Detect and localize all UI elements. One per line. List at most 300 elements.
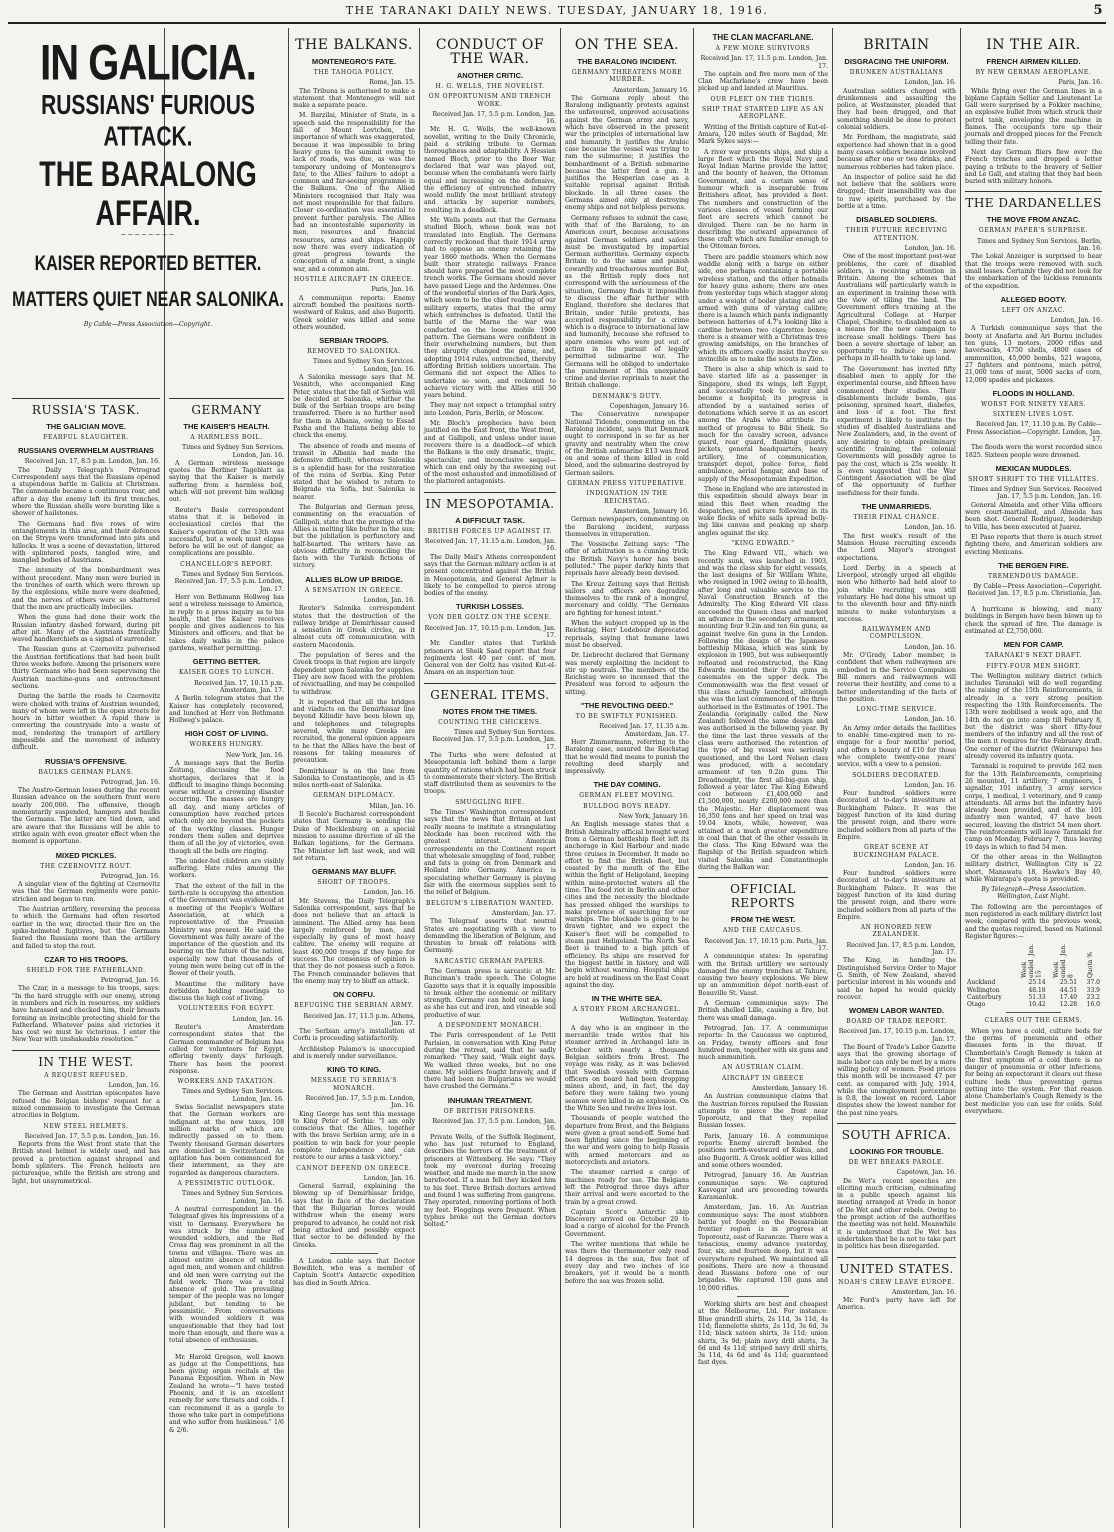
masthead-title: THE TARANAKI DAILY NEWS. TUESDAY, JANUARY 18, 1916. <box>345 4 769 17</box>
article-paragraph: Captain Scott's Antarctic ship Discovery arrived on October 20 to load a cargo of alcohol for the French Government. <box>565 1208 689 1238</box>
article-paragraph: The King, in handing the Distinguished Service Order to Major G. Smith, of New Zealand, shaved particular interest in his wounds and said he hoped he would quickly recover. <box>837 957 956 1001</box>
article-paragraph: Archbishop Palamo's is unoccupied and is merely under surveillance. <box>293 1045 415 1061</box>
caption: GERMAN FLEET MOVING. <box>579 792 675 800</box>
section-title: UNITED STATES. <box>837 1257 956 1276</box>
dateline: Times and Sydney Sun Services. Received Jan. 17, 5.5 p.m. London, Jan. 16. <box>969 486 1102 501</box>
dateline: London, Jan. 16. <box>904 861 956 869</box>
dateline: Wellington, Yesterday. <box>619 1016 689 1024</box>
article-paragraph: A communique states: In operating with the British artillery we seriously damaged the enemy trenches at Tahure, causing two heavy explosions. We blew up an ammunition depot north-east of Beauville St. Vaast. <box>698 953 828 997</box>
caption: SOLDIERS DECORATED. <box>852 771 941 779</box>
caption: THEIR FINAL CHANCE. <box>853 514 940 522</box>
dateline: Times and Sydney Sun Services. London, Jan. 16. <box>182 1088 284 1103</box>
article-paragraph: The Vossische Zeitung says: "The offer of arbitration is a cunning trick; the British Navy's honor has been polluted." The paper darkly hints that reprisals have already been devised. <box>565 541 689 578</box>
dateline: Paris, Jan. 16. <box>371 286 415 294</box>
article-paragraph: El Paso reports that there is much street fighting there, and American soldiers are evicting Mexicans. <box>965 533 1102 556</box>
caption: SIXTEEN LIVES LOST. <box>992 411 1075 419</box>
headline-salonika: MATTERS QUIET NEAR SALONIKA. <box>12 289 284 312</box>
dateline: Received Jan. 17, 5.5 p.m. London, Jan. 16. <box>24 1132 160 1140</box>
article-paragraph: Four hundred soldiers were decorated at to-day's investiture at Buckingham Palace. It was the biggest function of its kind during the present reign, and there were included soldiers from all parts of the Empire. <box>837 870 956 921</box>
caption: WORST FOR NINETY YEARS. <box>980 400 1087 408</box>
section-title: CONDUCT OF THE WAR. <box>435 37 545 67</box>
dateline: Times and Sydney Sun Services. Received Jan. 17, 5.5 p.m. London, Jan. 17. <box>174 571 284 593</box>
dateline: London, Jan. 16. <box>1050 317 1102 325</box>
caption: THE TAHOGA POLICY. <box>313 69 395 76</box>
section-title: GENERAL ITEMS. <box>424 683 556 702</box>
table-cell: 37.0 <box>1086 979 1100 987</box>
article-paragraph: The Lokal Anzeiger is surprised to hear that the troops were removed with such small losses. Certainly they did not look for the embarkation of the luckless remnants of the expedition. <box>965 253 1102 290</box>
dateline: London, Jan. 16. <box>363 597 415 604</box>
caption: AIRCRAFT IN GREECE <box>721 1074 805 1082</box>
section-title: SOUTH AFRICA. <box>837 1123 956 1142</box>
caption: "KING EDWARD." <box>731 540 795 547</box>
dateline: Times and Sydney Sun Services. London, Jan. 16. <box>182 1190 284 1205</box>
article-paragraph: The Serbian army's installation at Corfu is proceeding satisfactorily. <box>293 1028 415 1043</box>
article-paragraph: An Austrian communique claims that the Austrian forces repulsed the Russian attempts to pierce the front near Toporoutz, and that they repelled Russian losses. <box>698 1093 828 1130</box>
article-paragraph: The Russian guns at Czernovitz pulverised the Austrian fortifications that had been built three weeks before. Among the prisoners were thirty Germans who had been supervising the Austrian machine-guns and entrenchment sections. <box>12 646 160 690</box>
caption: A REQUEST REFUSED. <box>44 1071 128 1079</box>
article-paragraph: The population of Seres and the Greek troops in that region are largely dependent upon Salonika for supplies. They are now faced with the problem of revictualling, and may be compelled to withdraw. <box>293 652 415 696</box>
caption: AN HONORED NEW ZEALANDER. <box>860 924 933 939</box>
dateline: London, Jan. 16. <box>904 643 956 651</box>
table-cell: Auckland <box>967 979 996 987</box>
dateline: Received Jan. 17, 11.5 p.m. Athens, Jan. 17. <box>303 1012 415 1027</box>
section-title: RUSSIA'S TASK. <box>12 398 160 417</box>
subhead: MIXED PICKLES. <box>55 850 117 860</box>
dateline: Received Jan. 17, 11.15 a.m. London, Jan. 16. <box>424 538 556 553</box>
table-cell: 25.14 <box>1028 979 1046 987</box>
divider <box>737 1296 789 1297</box>
dateline: Received Jan. 17, 5.5 p.m. London, Jan. 16. <box>432 110 556 126</box>
caption: OF BRITISH PRISONERS. <box>443 1107 537 1115</box>
article-paragraph: A London cable says that Doctor Bowditch, who was a member of Captain Scott's Antarctic expedition has died in South Africa. <box>293 1257 415 1287</box>
subhead: MONTENEGRO'S FATE. <box>311 57 397 66</box>
dateline: Rome, Jan. 15. <box>369 79 415 87</box>
caption: NEW STEEL HELMETS. <box>43 1122 129 1130</box>
caption: BY NEW GERMAN AEROPLANE. <box>975 69 1092 76</box>
article-paragraph: A Turkish communique says that the booty at Anafarta and Ari Burnu includes ten guns, 13 motors, 2000 rifles and haversacks, 4750 shells, 4800 cases of ammunition, 45,000 bombs, 521 wagons, 27 fighters and pontoons, much petrol, 21,000 tons of meat, 5000 sacks of corn, 12,000 spades and pickaxes. <box>965 325 1102 384</box>
article-paragraph: A singular view of the fighting at Czernovitz was that the German regiments were panic-stricken and began to run. <box>12 881 160 903</box>
caption: OUR FLEET ON THE TIGRIS. <box>710 95 816 103</box>
dateline: Milan, Jan. 16. <box>369 802 415 810</box>
article-paragraph: The Paris correspondent of Le Petit Parisien, in conversation with King Peter during the retreat, said that he sadly remarked: "They said, 'Walk eight days. We walked three weeks, but no one came. My soldiers fought bravely, and if there had been no Bulgarians we would have crushed the Germans.'" <box>424 1032 556 1091</box>
article-paragraph: When the subject cropped up in the Reichstag, Herr Ledebour deprecated reprisals, saying that humane laws must be observed. <box>565 620 689 649</box>
article-paragraph: Germany refuses to submit the case, with that of the Baralong, to an American court, because accusations against German soldiers and sailors must be investigated by impartial German authorities. Germany expects Britain to do the same and punish cowardly and treacherous murder. But, as the British reply does not correspond with the seriousness of the situation, Germany finds it impossible to discuss the affair further with England, therefore she declares that Britain, under futile pretexts, has accepted responsibility for a crime which is a disgrace to international law and humanity, because she refused to spare enemies who were put out of action in the pursuit of legally permitted submarine war. The Germans will be obliged to undertake the punishment of this unexpiated crime and devise reprisals to meet the British challenge. <box>565 214 689 390</box>
column-3 <box>289 28 419 1528</box>
dateline: Amsterdam, Jan. 16. <box>892 1288 956 1296</box>
article-paragraph: The steamer carried a cargo of machines ready for use. The Belgians left the Petrograd three days after their arrival and were escorted to the train by a great crowd. <box>565 1169 689 1206</box>
caption: KAISER GOES TO LUNCH. <box>178 669 275 677</box>
article-paragraph: Of the other areas in the Wellington military district, Wellington City is 22 short, Manawatu 18, Hawke's Bay 40, while Wairarapa's quota is provided. <box>965 853 1102 883</box>
table-cell: 33.9 <box>1086 986 1100 994</box>
article-paragraph: Reuter's Salonika correspondent states that the destruction of the railway bridge at Demirhissar caused a sensation in Greek circles, as it almost cuts off communication with eastern Macedonia. <box>293 605 415 649</box>
dateline: Received Jan. 17, 10.15 p.m. Amsterdam, Jan. 17. <box>194 679 284 694</box>
table-header-cell: Week ended Jan. 15 <box>1020 944 1043 979</box>
dateline: Received Jan. 17, 5.5 p.m. London, Jan. 16. <box>432 1118 556 1133</box>
dateline: Times and Sydney Sun Services. London, Jan. 16. <box>313 358 415 373</box>
masthead <box>8 4 1106 24</box>
headline-russians-attack: RUSSIANS' FURIOUS ATTACK. <box>41 90 255 152</box>
article-paragraph: The floods were the worst recorded since 1825. Sixteen people were drowned. <box>965 444 1102 459</box>
subhead: A DIFFICULT TASK. <box>455 515 525 525</box>
article-paragraph: The Bulgarian and German press, commenting on the evacuation of Gallipoli, state that the prestige of the Allies is melting like butter in the sun; but the jubilation is perfunctory and half-hearted. The writers have an obvious difficulty in reconciling the facts with the Turkish fictions of victory. <box>293 504 415 570</box>
article-paragraph: Herr Zimmermann, referring to the Baralong case, assured the Reichstag that he would find means to punish the revolting deed sharply and impressively. <box>565 738 689 776</box>
caption: REFUGING THE SERBIAN ARMY. <box>294 1002 414 1010</box>
article-paragraph: An inspector of police said he did not believe that the soldiers were drugged; their insensibility was due to raw spirits, purchased by the bottle at a time. <box>837 173 956 211</box>
article-paragraph: Mr. Fordham, the magistrate, said experience had shown that in a good many cases soldiers became involved because after one or two drinks, and numerous robberies had taken place. <box>837 134 956 171</box>
subhead: ON CORFU. <box>332 990 376 1000</box>
caption: INDIGNATION IN THE REICHSTAG. <box>586 490 668 505</box>
subhead: MEXICAN MUDDLES. <box>995 463 1072 473</box>
article-paragraph: The Government has invited fifty disabled men to apply for the experimental course, and fifteen have commenced their studies. Their disablements include bombs, gas poisoning, sprained heart, diabetes, and loss of a foot. The first experiment is likely to institute the studies of disabled Australians and New Zealanders, and, in the event of any desiring to obtain preliminary scientific training, the colonial Governments will possibly agree to pay the cost, which is 25s weekly. It is even suggested that the War Contingent Association will be glad of the opportunity of further usefulness for their funds. <box>837 365 956 497</box>
subhead: MEN FOR CAMP. <box>1003 640 1064 650</box>
article-paragraph: When the guns had done their work the Russian infantry dashed forward, during pit after pit. Many of the Austrians frantically waved handkerchiefs as a signal of surrender. <box>12 614 160 644</box>
dateline: London, Jan. 16. <box>108 1082 160 1090</box>
column-1 <box>8 392 164 1528</box>
caption: SARCASTIC GERMAN PAPERS. <box>434 957 546 965</box>
article-paragraph: M. Barzilai, Minister of State, in a speech said the responsibility for the fall of Mount Lovtchen, the importance of which was exaggerated, because it was impossible to bring heavy guns to the summit owing to lack of roads, was due, as was the temporary undoing of Montenegro's fate, to the Allies' failure to adopt a common and far-seeing programme in the Balkans. One of the Allied Ministers recognised that Italy was not most responsible for that failure. Closer co-ordination was essential to prevent further paralysis. The Allies had an incontestable superiority in men, resources and financial resources, arms and ships. Happily now there was every indication of great progress towards the conception of a single front, a single war, and a common aim. <box>293 112 415 273</box>
advertisement: Working shirts are best and cheapest at the Melbourne, Ltd. For instance: Blue grandrill shirts, 2s 11d, 3s 11d, 4s 11d; flannelette shirts, 2s 11d, 3s 6d, 3s 11d; black sateen shirts, 3s 11d; union shirts, 3s 9d; plain navy drill shirts, 3s 6d and 4s 11d; striped navy drill shirts, 3s 11d, 4s 6d and 4s 11d; guaranteed fast dyes. <box>698 1301 828 1367</box>
article-paragraph: The German and Austrian episcopates have refused the Belgian bishops' request for a mixed commission to investigate the German atrocities in Belgium. <box>12 1090 160 1120</box>
advertisement: When you have a cold, culture beds for the germs of pneumonia and other diseases form in the throat. If Chamberlain's Cough Remedy is taken at the first symptom of a cold there is no danger of pneumonia or other infections, for being an expectorant it clears out these culture beds thus preventing germs getting into the system. For that reason alone Chamberlain's Cough Remedy is the best medicine you can use for colds. Sold everywhere. <box>965 1027 1102 1115</box>
caption: DRUNKEN AUSTRALIANS <box>849 69 944 76</box>
caption: THE CZERNOVITZ ROUT. <box>40 862 132 870</box>
caption: COUNTING THE CHICKENS. <box>438 718 542 726</box>
divider <box>204 1349 250 1350</box>
subhead: DISABLED SOLDIERS. <box>856 215 937 225</box>
section-title: IN THE AIR. <box>986 37 1081 53</box>
caption: NOAH'S CREW LEAVE EUROPE. <box>838 1278 955 1286</box>
caption: BRITISH FORCES UP AGAINST IT. <box>427 527 553 535</box>
article-paragraph: That the extent of the fall in the birth-rate is occupying the attention of the Government was evidenced at a meeting of the People's Welfare Association, at which a representative of the Prussian Ministry was present. He said the Government was fully aware of the importance of the question and its bearing on the future of the nation, especially now that thousands of young men were being cut off in the flower of their youth. <box>169 882 284 978</box>
article-paragraph: Mr. Ford's party have left for America. <box>837 1297 956 1312</box>
caption: THEIR FUTURE RECEIVING ATTENTION. <box>845 227 948 242</box>
dateline: Received Jan. 17, 11.10 p.m. By Cable—Press Association—Copyright. London, Jan. 17. <box>966 421 1102 443</box>
table-cell: 10.42 <box>1028 1001 1046 1009</box>
dateline: London, Jan. 16. <box>904 716 956 724</box>
lead-headline-block <box>8 28 288 332</box>
byline: By Cable—Press Association—Copyright. <box>83 321 213 329</box>
article-paragraph: The intensity of the bombardment was without precedent. Many men were buried in the trenches of earth which were thrown up by the explosions, while more were deafened, and the nerves of others were so shattered that the men are practically imbeciles. <box>12 567 160 611</box>
article-paragraph: Next day German fliers flew over the French trenches and dropped a letter paying a tribute to the bravery of Sellier and Le Gall, and stating that they had been buried with military honors. <box>965 148 1102 186</box>
caption: GERMAN PAPER'S SURPRISE. <box>978 227 1089 235</box>
article-paragraph: Reuter's Amsterdam correspondent states that the German commander of Belgium has called for volunteers for Egypt, offering twenty days' furlough. There has been the poorest response. <box>169 1024 284 1075</box>
section-title: IN MESOPOTAMIA. <box>424 492 556 511</box>
caption: AND THE CAUCASUS. <box>723 927 803 935</box>
caption: RAILWAYMEN AND COMPULSION. <box>861 626 932 641</box>
subhead: INHUMAN TREATMENT. <box>447 1095 533 1105</box>
dateline: New York, January 16. <box>618 813 689 821</box>
section-title: GERMANY <box>169 398 284 417</box>
caption: DENMARK'S DUTY. <box>592 392 662 400</box>
caption: SHORT OF TROOPS. <box>317 879 391 887</box>
table-row <box>965 994 1102 1001</box>
dateline: Received Jan. 17, 11.5 p.m. London, Jan. 17. <box>700 55 828 70</box>
subhead: TURKISH LOSSES. <box>456 602 524 612</box>
article-paragraph: General Almeida and other Villa officers were court-martialled, and Almeida has been shot. General Rodriguez, leadership to Villa, has been executed at Juarez. <box>965 501 1102 531</box>
subhead: THE DAY COMING. <box>593 780 661 790</box>
article-paragraph: There is also a ship which is said to have started life as a passenger in Singapore, shed its wings, left Egypt, and successfully took to water and became a hospital; its progress is attended by a sustained series of detonations which serve it as an escort among the Arabs who attribute its method of progress to Bibi Sheik. So much for the cavalry screen, advance guard, rear guard, flanking guards, pickets, general headquarters, heavy artillery, line of communication, transport depot, police force, field ambulance, aerial hangar, and base of supply of the Mesopotamian Expedition. <box>698 366 828 483</box>
caption: SHIP THAT STARTED LIFE AS AN AEROPLANE. <box>702 106 824 121</box>
caption: TO BE SWIFTLY PUNISHED. <box>575 713 679 721</box>
subhead: CZAR TO HIS TROOPS. <box>44 954 128 964</box>
section-title: ON THE SEA. <box>574 37 680 53</box>
article-paragraph: The King Edward VII., which we recently sunk, was launched in 1903, and was the class ship for eight vessels, the last designs of Sir William White, who resigned in 1902 owing to ill-health, after long and valuable service to the Naval Construction Branch of the Admiralty. The King Edward VII class succeeded the Queen class and marked an advance in the secondary armament, mounting four 9.2in and ten 6in guns, as against twelve 6in guns in the London. Following the design of the Japanese battleship Mikasa, which was sunk by explosion in 1905, but was subsequently refloated and reconstructed, the King Edwards mounted their 9.2in guns in casemates on the upper deck. The Commonwealth was the first vessel of this class actually launched, although she was the last commenced of the three authorised in the Estimates of 1901. The Zealandia (originally called the New Zealand) followed the same design and was authorised in the following year. By the time the last three vessels of the class were authorised the retention of the type of big vessel was seriously questioned, and the Lord Nelson class was produced, with a secondary armament of ten 9.2in guns. The Dreadnought, the first all-big-gun ship, followed a year later. The King Edward cost between £1,400,000 and £1,500,000, nearly £200,000 more than the Majestic. Her displacement was 16,350 tons and her speed on trial was 19.04 knots, while, however, was attained at a much greater expenditure in coal than that of the other vessels in the class. The King Edward was the flagship of the British squadron which visited Salonika and Constantinople during the Balkan war. <box>698 550 828 872</box>
article-paragraph: While flying over the German lines in a biplane Captain Sellier and Lieutenant Le Gall were surprised by a Fokker machine, an explosive bullet from which struck their petrol tank, enveloping the machine in flames. The occupants tore up their journals and dropped pieces for the French telling their fate. <box>965 87 1102 146</box>
dateline: Received Jan. 17, 10.15 p.m. Paris, Jan. 17. <box>704 937 828 952</box>
section-title: THE DARDANELLES <box>965 191 1102 210</box>
article-paragraph: Mr. O'Grady, Labor member, is confident that when railwaymen are embodied in the Service Compulsion Bill miners and railwaymen will reverse their hostility, and come to a better understanding of the facts of the position. <box>837 652 956 703</box>
article-paragraph: One of the most important post-war problems, the care of disabled soldiers, is receiving attention in Britain. Among the schemes that Australians will particularly watch is an experiment in training those with the view of tilling the land. The Government offers training at the Agricultural College at Harper Chapel, Cheshire, to disabled men as a means for the new campaign to increase small holdings. There has been a severe shortage of labor, an opportunity to induce men now perhaps in ill-health to take up land. <box>837 253 956 363</box>
headline-baralong: THE BARALONG AFFAIR. <box>39 155 257 233</box>
article-paragraph: Paris, January 16. A communique reports: Enemy aircraft bombed the positions north-westward of Kukus, and also Bugoriti. A Greek soldier was killed and some others wounded. <box>698 1132 828 1169</box>
caption: FEARFUL SLAUGHTER. <box>43 434 129 441</box>
column-6 <box>694 28 832 1528</box>
article-paragraph: Mr. H. G. Wells, the well-known novelist, writing to the Daily Chronicle, paid a striking tribute to German thoroughness and adaptability. A Hessian named Bloch, prior to the Boer War, declared that war was played out, because when the combatants were fairly equal and increasing on the defensive, the efficiency of entrenched infantry would nullify the most brilliant strategy and attacks by superior numbers, resulting in a deadlock. <box>424 126 556 214</box>
dateline: Received Jan. 17, 8.5 p.m. London, Jan. 16. <box>24 458 160 466</box>
subhead: THE BERGEN FIRE. <box>998 560 1069 570</box>
caption: SHORT SHRIFT TO THE VILLAITES. <box>968 475 1099 483</box>
byline: By Telegraph—Press Association. Wellington, Last Night. <box>981 886 1086 901</box>
caption: A STORY FROM ARCHANGEL. <box>572 1006 682 1014</box>
article-paragraph: Reuter's Basle correspondent states that it is believed in ecclesiastical circles that the Kaiser's operation of the 13th was successful, but a week must elapse before he will be out of danger, as complications are possible. <box>169 506 284 558</box>
article-paragraph: The Austrian artillery, reversing the process to which the Germans had often resorted earlier in the war, directed their fire on the spike-helmeted fugitives, but the Germans feared the Russians more than the artillery and failed to stop the rout. <box>12 906 160 950</box>
subhead: DISGRACING THE UNIFORM. <box>844 57 949 66</box>
article-paragraph: The Times' Washington correspondent says that the news that Britain at last really means to institute a strangulating blockade has been received with the greatest interest. American correspondents on the Continent report that wholesale smuggling of food, rubber, and fats is going on from Denmark and Holland into Germany. America is speculating whether Germany is playing fair with the enormous supplies sent to the relief of Belgium. <box>424 809 556 897</box>
article-paragraph: A Salonika message says that M. Vesnitch, who accompanied King Peter, states that the fall of Serbia will be decided at Salonika, whither the bulk of the Serbian troops are being transferred. There is no further need for them in Albania, owing to Essad Pasha and the Italians being able to check the enemy. <box>293 373 415 440</box>
article-paragraph: Mr. Wells points out that the Germans studied Bloch, whose book was not translated into English. The Germans correctly reckoned that their 1914 army had to oppose an enemy retaining the year 1860 methods. When the Germans built their strategic railways France should have prepared the most complete trench works. The Germans should never have passed Liege and the Ardennes. One of the wonderful stories of the Dark Ages, which seem to be the chief reading of our military experts, states that the army which entrenches is defeated. Until the battle of the Marne the war was conducted on the loose mobile 1900 pattern. The Germans were confident in their overwhelming numbers, but then they abruptly changed the game, and, adopting 1914 rules, entrenched, thereby affording British soldiers uncertain. The Germans did not expect the Allies to undertake so soon, and reckoned to achieve victory with the Allies still 50 years behind. <box>424 217 556 400</box>
article-paragraph: German newspapers, commenting on the Baralong incident, surpass themselves in vituperation. <box>565 516 689 538</box>
article-paragraph: It is reported that all the bridges and viaducts on the Demirhissar line beyond Kilindir have been blown up, and telephones and telegraphs severed, while many Greeks are recruited, the general opinion appears to be that the Allies have the best of reasons for taking measures of precaution. <box>293 698 415 765</box>
ornament: ~~~~~~~~ <box>120 231 176 239</box>
table-cell: Canterbury <box>967 993 1002 1001</box>
dateline: Amsterdam, January 16. <box>751 1085 828 1092</box>
dateline: Amsterdam, January 16. <box>612 86 689 94</box>
subhead: GETTING BETTER. <box>192 657 261 667</box>
dateline: London, Jan. 16. <box>904 781 956 789</box>
dateline: Received Jan. 17, 11.35 a.m. Amsterdam, Jan. 17. <box>599 723 689 738</box>
article-paragraph: The Conservative newspaper National Tidende, commenting on the Baralong incident, says that Denmark ought to correspond in so far as her gravity and neutrality when the crew of the British submarine E13 was fired on and some of them killed in cold blood, and the submarine destroyed by German sailors. <box>565 411 689 477</box>
article-paragraph: Writing of the British capture of Kut-el-Amara, 120 miles south of Bagdad, Mr. Mark Sykes says:— <box>698 123 828 146</box>
caption: A HARMLESS BOIL. <box>190 434 263 441</box>
subhead: KING TO KING. <box>326 1065 382 1075</box>
table-cell: Wellington <box>967 986 1000 994</box>
article-paragraph: During the battle the roads to Czernovitz were choked with trains of Austrian wounded, many of whom were left in the open streets for hours in bitter weather. A rapid thaw is converting the countryside into a waste of mud, rendering the transport of artillery impossible and the movement of infantry difficult. <box>12 693 160 752</box>
article-paragraph: Thousands of people watched the departure from Brest, and the Belgians were given a great send-off. Some had been fighting since the beginning of the war and were going to help Russia with armed motorcars and as motorcyclists and aviators. <box>565 1115 689 1167</box>
article-paragraph: A river war presents ships, and ship a large fleet which the Royal Navy and Royal Indian Marine provide the latter, and the bounty of heaven, the Ottoman Government, and a certain sense of humour which is inseparable from Britishers afloat, has provided a fleet. The numbers and construction of the various classes of vessel forming our fleet are secrets which cannot be divulged. There can be no harm in describing the outward appearance of these craft which are familiar enough to the Ottoman forces. <box>698 148 828 251</box>
subhead: THE GALICIAN MOVE. <box>46 422 126 431</box>
article-paragraph: The Tribuna is authorised to make a statement that Montenegro will not make a separate peace. <box>293 87 415 110</box>
table-cell: 17.40 <box>1059 993 1078 1001</box>
caption: BULLDOG BOYS READY. <box>583 802 671 810</box>
article-paragraph: King George has sent this message to King Peter of Serbia: "I am only conscious that the Allies, together with the brave Serbian army, are in a position to win back for your people complete independence and can restore to our arms a task victory." <box>293 1110 415 1162</box>
caption: LONG-TIME SERVICE. <box>856 706 937 714</box>
caption: BELGIUM'S LIBERATION WANTED. <box>425 899 555 907</box>
dateline: Times and Sydney Sun Services. Berlin, Jan. 16. <box>976 237 1102 253</box>
caption: H. G. WELLS, THE NOVELIST. <box>435 83 545 90</box>
article-paragraph: A hurricane is blowing, and many buildings in Bergen have been blown up to check the spread of fire. The damage is estimated at £2,750,000. <box>965 606 1102 635</box>
table-header-cell: Week ended Jan. 8 <box>1052 944 1074 979</box>
article-paragraph: The Germans had five rows of wire entanglements in this area, and their defences on the Stryps were transformed into pits and hillocks. It was a scene of devastation, littered with splintered posts, tangled wire, and mangled bodies of Austrians. <box>12 520 160 565</box>
article-paragraph: Petrograd, Jan. 17. A communique reports: In the Caucasus we captured, on Friday, twenty officers and four hundred men, together with six guns and much ammunition. <box>698 1024 828 1062</box>
caption: CANNOT DEFEND ON GREECE. <box>296 1164 412 1172</box>
table-header-row <box>965 943 1102 979</box>
advertisement: Mr. Harold Gregson, well known as judge at the Competitions, has been giving organ recitals at the Panama Exposition. When in New Zealand he wrote—"I have tested Phoenix, and it is an excellent remedy for sore throats and colds. I can recommend it as a gargle to those who take part in competitions and who suffer from huskiness." 1/6 & 2/6. <box>169 1353 284 1434</box>
column-5 <box>561 28 693 1528</box>
article-paragraph: The Wellington military district (which includes Taranaki) will do well regarding the raising of the 15th Reinforcements, is already in a very strong position respecting the 13th Reinforcements. The 13th were mobilised a week ago, and the 14th do not go into camp till February 8, but the district was short fifty-four members of the infantry and all the rest of the men it requires for the February draft. One corner of the district (Wairarapa) has already covered its infantry quota. <box>965 672 1102 761</box>
caption: A DESPONDENT MONARCH. <box>438 1022 542 1030</box>
dateline: London, Jan. 16. <box>232 1015 284 1023</box>
dateline: Capetown, Jan. 16. <box>896 1169 956 1177</box>
page-number: 5 <box>1093 3 1104 18</box>
article-paragraph: The Telegraaf asserts that neutral States are negotiating with a view to demanding the liberation of Belgium, and threaten to break off relations with Germany. <box>424 918 556 955</box>
table-header-cell <box>965 943 1016 979</box>
caption: SMUGGLING RIFE. <box>455 798 525 806</box>
caption: TARANAKI'S NEXT DRAFT. <box>985 652 1082 660</box>
table-row <box>965 987 1102 994</box>
article-paragraph: There are paddle steamers which now waddle along with a barge on either side, one perhaps containing a portable wireless station, and the other hobnails for heavy guns ashore; there are ones from yesterday tugs which stagger along under a weight of boiler plating and are armed with guns of varying calibre; there is a launch which pants indignantly between batteries of 4.7's looking like a cardine between two cigarettes boxes; there is a steamer with a Christmas tree growing amidships, on the branches of which its officers coolly insist they're so invincible as to make the scouts in Zion. <box>698 253 828 363</box>
dateline: Petrograd, Jan. 16. <box>100 872 160 880</box>
column-4 <box>420 28 560 1528</box>
dateline: Paris, Jan. 16. <box>1058 79 1102 87</box>
article-paragraph: Australian soldiers charged with drunkenness and assaulting the police, at Westminster, pleaded that they had been drugged, and that something should be done to protect colonial soldiers. <box>837 87 956 132</box>
dateline: Received Jan. 17, 10.15 p.m. London, Jan. 17. <box>838 1028 956 1043</box>
table-cell: Otago <box>967 1001 986 1009</box>
caption: BOARD OF TRADE REPORT. <box>846 1018 947 1026</box>
article-paragraph: The Germans reply about the Baralong indignantly protests against the unfavoured, unproved accusations against the German army and navy, which have observed in the present war the principles of international law and humanity. It justifies the Arabic case because the vessel was trying to ram the submarine; it justifies the bombardment of a British submarine because the latter fired a gun. It justifies the Hesperian case as a suitable reprisal against British blockade. In all three cases the Germans aimed only at destroying enemy ships and not helpless persons. <box>565 94 689 212</box>
caption: GREAT SCENE AT BUCKINGHAM PALACE. <box>853 844 940 859</box>
article-paragraph: A day who is an engineer in the mercantile trade writes that his steamer arrived in Archangel late in October with nearly a thousand Belgian soldiers from Brest. The voyage was risky, as it was believed that Swedish vessels with German officers on board had been dropping mines about, and, in fact, the day before they were taking two young seamen were killed in an explosion. On the White Sea and twelve lives lost. <box>565 1024 689 1112</box>
dateline: Amsterdam, January 16. <box>612 507 689 515</box>
caption: LEFT ON ANZAC. <box>1001 306 1066 314</box>
article-paragraph: The Board of Trade's Labor Gazette says that the growing shortage of male labor can only be met by a more willing policy of women. Food prices this month will be increased 47 per cent. as compared with July, 1914, while the unemployment percentage is 0.8, the lowest on record. Labor disputes show the lowest number for the past nine years. <box>837 1044 956 1117</box>
headline-galicia: IN GALICIA. <box>40 35 256 91</box>
subhead: FROM THE WEST. <box>730 915 796 925</box>
article-paragraph: An English message states that a British Admiralty official brought word from a German battleship fleet left its anchorage in Kiel Harbour and made three cruises in December. It made no effort to find the British fleet, but coasted by the mouth of the Elbe within the fight of Heligoland, keeping within mine-protected waters all the time. The food riot in Berlin and other cities and the necessity the blockade has pressed obliged the warships to make pretence of searching for our warships. The blockade is going to be drawn tighter, and we expect the Kaiser's fleet will be compelled to steam past Heligoland. The North Sea fleet is trained to a high pitch of efficiency. Its ships are reserved for the biggest battle in history, and will begin without warning. Hospital ships are held at readiness on the East Coast against the day. <box>565 821 689 989</box>
caption: ON OPPORTUNISM AND TRENCH WORK. <box>428 93 552 108</box>
caption: WORKERS AND TAXATION. <box>177 1078 276 1086</box>
caption: A SENSATION IN GREECE. <box>304 586 404 594</box>
table-cell: 44.51 <box>1059 986 1078 994</box>
subhead: THE KAISER'S HEALTH. <box>183 422 270 431</box>
article-paragraph: General Sarrail, explaining the blowing up of Demirhissar bridge, says that in face of the declaration that the Bulgarian forces would withdraw when the enemy were prepared to advance, he could not risk being attacked and possibly expect that sector to be defended by the Greeks. <box>293 1183 415 1249</box>
article-paragraph: The absence of roads and means of transit in Albania had made the defensive difficult, whereas Salonika is a splendid base for the restoration of the ruins of Serbia. King Peter stated that he wished to return to Belgrade via Sofia, but Salonika is nearer. <box>293 442 415 501</box>
caption: CLEARS OUT THE GERMS. <box>984 1017 1083 1025</box>
caption: MESSAGE TO SERBIA'S MONARCH. <box>310 1077 398 1092</box>
caption: A FEW MORE SURVIVORS <box>715 45 811 52</box>
article-paragraph: Amsterdam, Jan. 16. An Austrian communique says: The most stubborn battle yet fought on the Bessarabian frontier region is in progress at Toporoutz, east of Rarancze. There was a tenacious, enemy advance yesterday, four, six, and fourteen deep, but it was everywhere repulsed. We maintained all positions. There are now a thousand dead Russians before one of our brigades. We captured 150 guns and 10,000 rifles. <box>698 1204 828 1292</box>
subhead: HIGH COST OF LIVING. <box>184 729 269 739</box>
article-paragraph: A message says that the Berlin Zeitung, discussing the food shortages, declares that it is difficult to imagine things becoming worse without a crowning disaster occurring. The masses are hungry all day, and many articles of consumption have reached prices which only are beyond the pockets of the working classes. Hunger renders them sullen and deprives them of all the joy of victories, even though all the bells are ringing. <box>169 759 284 855</box>
table-cell: 23.2 <box>1086 993 1100 1001</box>
table-cell: 16.0 <box>1086 1001 1100 1009</box>
divider <box>1006 1012 1061 1013</box>
article-paragraph: The Czar, in a message to his troops, says: "In the hard struggle with our enemy, strong in numbers and rich in resources, my soldiers have harassed and checked him, their breasts forming an invincible protecting shield for the Fatherland. Whatever pains and victories it has cost we must be victorious. I enter the New Year with unshakeable resolution." <box>12 985 160 1044</box>
article-paragraph: Il Secolo's Bucharest correspondent states that Germany is sending the Duke of Mecklenburg on a special mission to assume direction of all the Balkan legations, for the Germans. The Minister left last week, and will not return. <box>293 811 415 862</box>
dateline: Received Jan. 17, 5.5 p.m. London, Jan. 16. <box>305 1094 415 1110</box>
section-title: BRITAIN <box>863 37 930 53</box>
subhead: LOOKING FOR TROUBLE. <box>849 1147 944 1156</box>
article-paragraph: Taranaki is required to provide 162 men for the 13th Reinforcements, comprising 26 mounted, 11 artillery, 7 engineers, 1 signaller, 101 infantry, 3 army service corps, 1 medical, 1 veterinary, and 9 camp attendants. All arms but the infantry have already been provided, and of the 101 infantry men wanted, 47 have been secured, leaving the district 54 men short. The reinforcements will leave Taranaki for camp on Monday, February 7, thus leaving 19 days in which to find 54 men. <box>965 763 1102 851</box>
dateline: Received Jan. 17, 10.15 p.m. London, Jan. 17. <box>424 624 556 639</box>
article-paragraph: Lord Derby, in a speech at Liverpool, strongly urged all eligible men who hitherto had held aloof to join while recruiting was still voluntary. He had done his utmost up to the eleventh hour and fifty-ninth minute to make voluntaryism a success. <box>837 564 956 623</box>
article-paragraph: The captain and five more men of the Clan Macfarlane's crew have been picked up and landed at Mauritius. <box>698 70 828 93</box>
subhead: GERMANS MAY BLUFF. <box>311 867 397 877</box>
table-row <box>965 979 1102 986</box>
article-paragraph: Meantime the military have forbidden holding meetings to discuss the high cost of living. <box>169 980 284 1003</box>
dateline: London, Jan. 16. <box>904 79 956 87</box>
subhead: THE UNMARRIEDS. <box>861 502 932 512</box>
dateline: Received Jan. 17, 8.5 p.m. London, Jan. 17. <box>846 941 956 957</box>
column-2 <box>165 392 288 1528</box>
section-title: IN THE WEST. <box>12 1050 160 1069</box>
article-paragraph: Mr. Bloch's prophecies have been justified on the East front, the West front, and at Gallipoli, and unless under issue recovers there is a deadlock—of which the Balkans is the only dramatic, tragic, spectacular, and inconclusive sequel—which can end only by the sweeping out of the most exhausted and immobilised of the plattered antagonists. <box>424 420 556 486</box>
article-paragraph: The Kreuz Zeitung says that British sailors and officers are degrading themselves to the rank of a mongrel, mercenary and coldly. "The Germans are fighting for honest intent." <box>565 580 689 617</box>
subhead: ALLIES BLOW UP BRIDGE. <box>305 574 403 584</box>
caption: SHIELD FOR THE FATHERLAND. <box>26 966 146 974</box>
subhead: THE BARALONG INCIDENT. <box>577 57 677 66</box>
dateline: London, Jan. 16. <box>904 524 956 532</box>
article-paragraph: Demirhissar is on the line from Salonika to Constantinople, and is 45 miles north-east of Salonika. <box>293 767 415 790</box>
registration-table <box>965 943 1102 1008</box>
column-8 <box>961 28 1106 1528</box>
subhead: NOTES FROM THE TIMES. <box>442 706 538 716</box>
caption: FIFTY-FOUR MEN SHORT. <box>986 662 1081 670</box>
subhead: ALLEGED BOOTY. <box>1000 294 1067 304</box>
article-paragraph: The writer mentions that while he was there the thermometer only read 14 degrees in the sun, five feet of every day and two inches of ice breakers, yet it would be a month before the sea was frozen solid. <box>565 1241 689 1285</box>
dateline: Times and Sydney Sun Services. London, Jan. 16. <box>182 444 284 459</box>
subhead: FRENCH AIRMEN KILLED. <box>986 57 1081 66</box>
caption: CHANCELLOR'S REPORT. <box>180 560 273 568</box>
article-paragraph: A Berlin telegram states that the Kaiser has completely recovered, and lunched at Herr von Bethmann Hollweg's palace. <box>169 695 284 725</box>
caption: WORKERS HUNGRY. <box>189 741 264 749</box>
article-paragraph: The Austro-German losses during the recent Russian advance on the southern front were nearly 200,000. The offensive, though momentarily suspended, hampers and baulks the Germans. The latter are tied down, and are aware that the Russians will be able to strike again with even greater effect when the moment is opportune. <box>12 787 160 846</box>
caption: A PESSIMISTIC OUTLOOK. <box>177 1180 276 1188</box>
caption: GERMAN PRESS VITUPERATIVE. <box>567 480 687 488</box>
caption: HOSTILE AIRCRAFT IN GREECE. <box>293 276 415 284</box>
article-paragraph: Dr. Liebrecht declared that Germany was merely exploiting the incident to stir up neutrals. The members of the Reichstag were so incensed that the President was forced to adjourn the sitting. <box>565 652 689 696</box>
caption: DE WET BREAKS PAROLE. <box>848 1159 945 1166</box>
column-7 <box>833 28 960 1528</box>
table-cell: 12.28 <box>1059 1001 1078 1009</box>
headline-kaiser-better: KAISER REPORTED BETTER. <box>34 253 262 276</box>
subhead: SERBIAN TROOPS. <box>319 336 389 346</box>
article-paragraph: De Wet's recent speeches are eliciting much criticism, culminating in a public speech against his meeting arranged at Vrede in honor of De Wet and other rebels. Owing to the prompt action of the authorities the meeting was not held. Meanwhile it is understood that De Wet has undertaken that he is not to take part in politics has been disregarded. <box>837 1177 956 1251</box>
dateline: New York, Jan. 16. <box>225 751 284 759</box>
caption: VON DER GOLTZ ON THE SCENE. <box>428 614 552 622</box>
article-paragraph: Private Wells, of the Suffolk Regiment, who has just returned to England, describes the horrors of the treatment of prisoners at Wittenberg. He says: "They took my overcoat during freezing weather, and made me march in the snow barefooted. If a man fell they kicked him to his feet. Three British doctors arrived and found I was suffering from gangrene. They operated, removing portions of both my feet. Floggings were frequent. When typhus broke out the German doctors bolted." <box>424 1133 556 1229</box>
dateline: Copenhagen, January 16. <box>609 403 689 411</box>
article-paragraph: The following are the percentages of men registered in each military district last week, compared with the previous week, and the quotas required, based on National Register figures:— <box>965 903 1102 940</box>
article-paragraph: A neutral correspondent in the Telegraaf gives his impressions of a visit to Germany. Everywhere he was struck by the number of wounded soldiers, and the Red Cross flag was prominent in all the towns and villages. There was an almost entire absence of middle-aged men, and women and children and old men were carrying out the field work. There was a total absence of gold. The prevailing temper of the people was no longer jubilant, but tending to be pessimistic. From conversations with wounded soldiers it was unquestionable that they had lost more than enough, and there was a total absence of enthusiasm. <box>169 1205 284 1345</box>
subhead: THE CLAN MACFARLANE. <box>712 33 814 42</box>
caption: AN AUSTRIAN CLAIM. <box>722 1064 804 1072</box>
table-header-cell: Quota % <box>1086 952 1094 979</box>
caption: TREMENDOUS DAMAGE. <box>988 572 1079 580</box>
table-cell: 25.51 <box>1059 979 1078 987</box>
table-row <box>965 1001 1102 1008</box>
dateline: By Cable—Press Association—Copyright. Received Jan. 17, 8.5 p.m. Christiania, Jan. 17. <box>967 583 1102 605</box>
article-paragraph: A German wireless message quotes the Berliner Tageblatt as saying that the Kaiser is merely suffering from a harmless boil, which will not prevent him walking out. <box>169 459 284 504</box>
divider <box>330 1253 379 1254</box>
article-paragraph: Mr. Candler states that Turkish prisoners at Sheik Saad report that four regiments lost 40 per cent. of men. General von der Goltz has visited Kut-el-Amara on an inspection tour. <box>424 640 556 677</box>
article-paragraph: The German press is sarcastic at Mr. Runciman's trade speech. The Cologne Gazette says that it is equally impossible to break either the economic or military strength. Germany can hold out as long as she has cut and iron, and vineable soil productive of war. <box>424 967 556 1019</box>
caption: VOLUNTEERS FOR EGYPT. <box>178 1005 275 1013</box>
article-paragraph: The Turks who were defeated at Mesopotamia left behind them a large quantity of rations which had been struck to commemorate their victory. The British staff distributed them as souvenirs to the troops. <box>424 751 556 796</box>
caption: BAULKS GERMAN PLANS. <box>38 768 134 776</box>
article-paragraph: Mr. Stevens, the Daily Telegraph's Salonika correspondent, says that he does not believe that an attack is imminent. The Allied army has been largely reinforced by men, and especially by guns of most heavy calibre. The enemy will require at least 400,000 troops if they hope for success. The consensus of opinion is that they do not possess such a force. The French commander believes that the enemy may try to bluff an attack. <box>293 897 415 985</box>
article-paragraph: Swiss Socialist newspapers state that the German workers are indignant at the new taxes, 108 million marks of which are indirectly passed on to them. Twenty thousand German deserters are domiciled in Switzerland. An agitation has been commenced for their internment, as they are regarded as dangerous characters. <box>169 1104 284 1177</box>
subhead: WOMEN LABOR WANTED. <box>849 1006 944 1016</box>
